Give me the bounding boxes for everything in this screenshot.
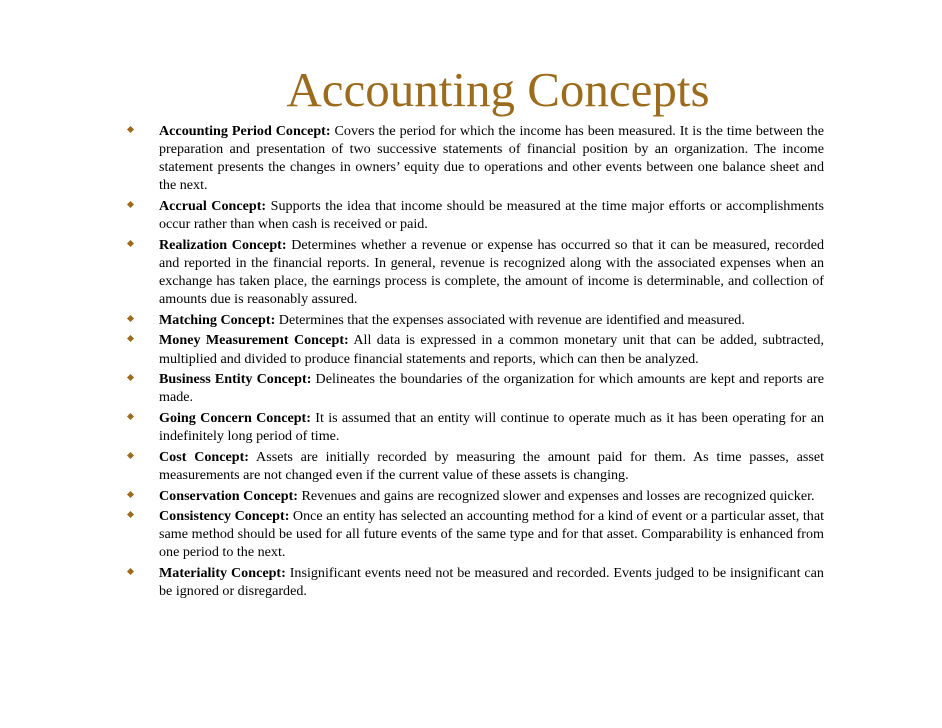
concept-item-business-entity xyxy=(128,370,824,406)
concept-item-going-concern xyxy=(128,409,824,445)
concept-description: Supports the idea that income should be measured at the time major efforts or accomplishments occur rather than when cash is received or paid. xyxy=(159,197,824,233)
concept-item-matching xyxy=(128,311,824,329)
diamond-bullet-icon xyxy=(127,126,134,133)
diamond-bullet-icon xyxy=(127,240,134,247)
concept-term: Cost Concept: xyxy=(159,448,250,465)
slide-title: Accounting Concepts xyxy=(286,62,710,117)
concept-item-cost xyxy=(128,448,824,484)
concept-term: Accounting Period Concept: xyxy=(159,123,331,139)
concept-item-materiality xyxy=(128,564,824,600)
concept-term: Accrual Concept: xyxy=(159,197,267,214)
diamond-bullet-icon xyxy=(127,511,134,518)
concept-term: Matching Concept: xyxy=(159,311,276,328)
concept-item-conservation xyxy=(128,487,824,505)
diamond-bullet-icon xyxy=(127,201,134,208)
diamond-bullet-icon xyxy=(127,490,134,497)
concept-description: Covers the period for which the income has been measured. It is the time between the preparation and presentation of two successive statements of financial position by an organization. The income statement presents the changes in owners’ equity due to operations and other events between one balance sheet and the next. xyxy=(159,123,824,194)
concept-list xyxy=(128,122,824,603)
concept-description: Assets are initially recorded by measuring the amount paid for them. As time passes, asset measurements are not changed even if the current value of these assets is changing. xyxy=(159,448,825,483)
diamond-bullet-icon xyxy=(127,452,134,459)
concept-description: Insignificant events need not be measured and recorded. Events judged to be insignificant can be ignored or disregarded. xyxy=(159,565,824,600)
concept-term: Business Entity Concept: xyxy=(159,371,312,388)
diamond-bullet-icon xyxy=(127,374,134,381)
concept-term: Conservation Concept: xyxy=(159,487,298,504)
diamond-bullet-icon xyxy=(127,413,134,420)
concept-item-realization xyxy=(128,236,824,308)
concept-item-money-measurement xyxy=(128,331,824,367)
concept-term: Materiality Concept: xyxy=(159,565,286,582)
diamond-bullet-icon xyxy=(127,568,134,575)
concept-description: Delineates the boundaries of the organization for which amounts are kept and reports are made. xyxy=(159,371,825,406)
concept-description: Once an entity has selected an accounting method for a kind of event or a particular asset, that same method should be used for all future events of the same type and for that asset. Comparability is enhanced from one period to the next. xyxy=(159,508,824,561)
concept-description: Determines that the expenses associated with revenue are identified and measured. xyxy=(275,311,745,328)
concept-item-consistency xyxy=(128,507,824,561)
diamond-bullet-icon xyxy=(127,335,134,342)
concept-description: It is assumed that an entity will continue to operate much as it has been operating for an indefinitely long period of time. xyxy=(159,409,825,445)
concept-item-accrual xyxy=(128,197,824,233)
concept-term: Going Concern Concept: xyxy=(159,409,311,426)
concept-description: Determines whether a revenue or expense has occurred so that it can be measured, recorded and reported in the financial reports. In general, revenue is recognized along with the associated expenses when an exchange has taken place, the earnings process is complete, the amount of income is determinable, and collection of amounts due is reasonably assured. xyxy=(159,236,825,308)
concept-term: Consistency Concept: xyxy=(159,508,290,525)
concept-description: All data is expressed in a common monetary unit that can be added, subtracted, multiplied and divided to produce financial statements and reports, which can then be analyzed. xyxy=(159,332,824,367)
concept-term: Realization Concept: xyxy=(159,236,287,253)
concept-term: Money Measurement Concept: xyxy=(159,332,349,349)
concept-description: Revenues and gains are recognized slower and expenses and losses are recognized quicker. xyxy=(297,487,815,504)
diamond-bullet-icon xyxy=(127,315,134,322)
concept-item-accounting-period xyxy=(128,122,824,194)
